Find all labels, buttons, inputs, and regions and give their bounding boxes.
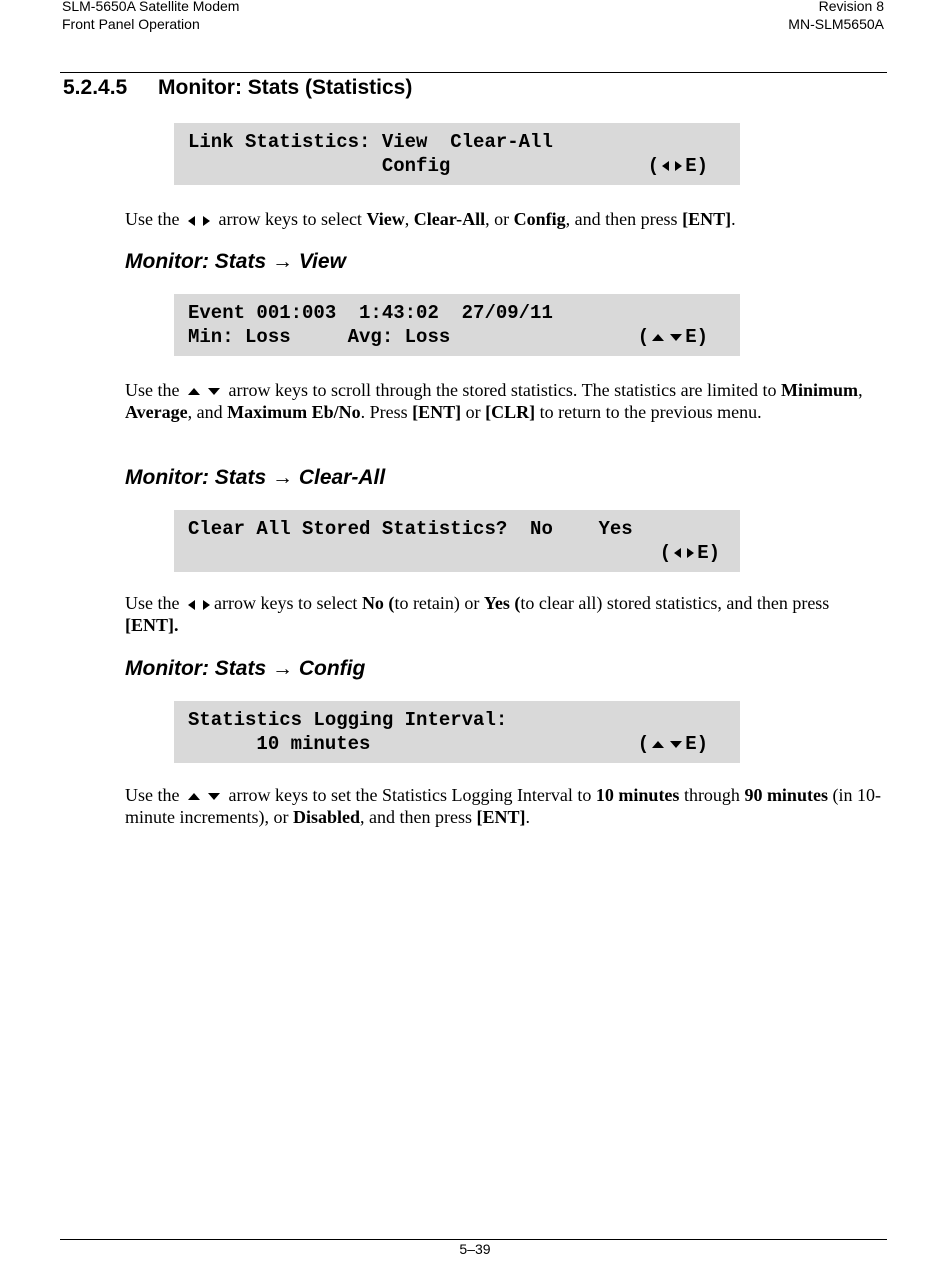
lcd-line-2: Config xyxy=(188,155,451,177)
running-header-right xyxy=(788,0,884,33)
lcd-clear-all xyxy=(174,510,740,572)
lcd-config xyxy=(174,701,740,763)
arrow-down-icon xyxy=(208,388,220,395)
lcd-line-2: Min: Loss Avg: Loss xyxy=(188,326,451,348)
lcd-key-hint: ( E) xyxy=(647,155,708,177)
arrow-up-icon xyxy=(188,793,200,800)
arrow-left-icon xyxy=(188,600,195,610)
paragraph-config: Use the arrow keys to set the Statistics Logging Interval to 10 minutes through 90 minutes (in 10-minute increments), or Disabled, and then press [ENT]. xyxy=(125,785,881,827)
arrow-down-icon xyxy=(670,334,682,341)
paragraph-select: Use the arrow keys to select View, Clear-All, or Config, and then press [ENT]. xyxy=(125,209,736,229)
lcd-stats-view xyxy=(174,294,740,356)
arrow-up-icon xyxy=(188,388,200,395)
subheading-view: Monitor: Stats → View xyxy=(125,250,346,273)
arrow-left-icon xyxy=(662,161,669,171)
arrow-up-icon xyxy=(652,334,664,341)
lcd-line-1: Clear All Stored Statistics? No Yes xyxy=(188,518,633,540)
paragraph-clear-all: Use the arrow keys to select No (to retain) or Yes (to clear all) stored statistics, and then press [ENT]. xyxy=(125,593,830,635)
footer-rule xyxy=(60,1239,887,1240)
arrow-right-icon xyxy=(687,548,694,558)
arrow-right-icon xyxy=(675,161,682,171)
lcd-key-hint: ( E) xyxy=(637,326,708,348)
lcd-link-statistics xyxy=(174,123,740,185)
chapter-title: Front Panel Operation xyxy=(62,16,200,32)
arrow-down-icon xyxy=(208,793,220,800)
lcd-line-1: Event 001:003 1:43:02 27/09/11 xyxy=(188,302,553,324)
lcd-line-1: Statistics Logging Interval: xyxy=(188,709,508,731)
page-number: 5–39 xyxy=(459,1241,491,1257)
revision: Revision 8 xyxy=(818,0,884,14)
lcd-line-2: 10 minutes xyxy=(188,733,371,755)
lcd-key-hint: ( E) xyxy=(637,733,708,755)
section-title: Monitor: Stats (Statistics) xyxy=(158,76,413,99)
arrow-right-icon xyxy=(203,216,210,226)
subheading-clear-all: Monitor: Stats → Clear-All xyxy=(125,466,386,489)
header-rule xyxy=(60,72,887,73)
arrow-left-icon xyxy=(674,548,681,558)
arrow-right-icon xyxy=(203,600,210,610)
arrow-down-icon xyxy=(670,741,682,748)
doc-number: MN-SLM5650A xyxy=(788,16,884,32)
subheading-config: Monitor: Stats → Config xyxy=(125,657,366,680)
doc-title: SLM-5650A Satellite Modem xyxy=(62,0,240,14)
arrow-up-icon xyxy=(652,741,664,748)
paragraph-view: Use the arrow keys to scroll through the stored statistics. The statistics are limited to Minimum, Average, and Maximum Eb/No. Press [ENT] or [CLR] to return to the previous menu. xyxy=(125,380,863,422)
section-heading xyxy=(63,76,412,100)
arrow-left-icon xyxy=(188,216,195,226)
running-header-left xyxy=(62,0,239,33)
lcd-key-hint: ( E) xyxy=(659,542,720,564)
lcd-line-1: Link Statistics: View Clear-All xyxy=(188,131,553,153)
section-number: 5.2.4.5 xyxy=(63,76,128,99)
